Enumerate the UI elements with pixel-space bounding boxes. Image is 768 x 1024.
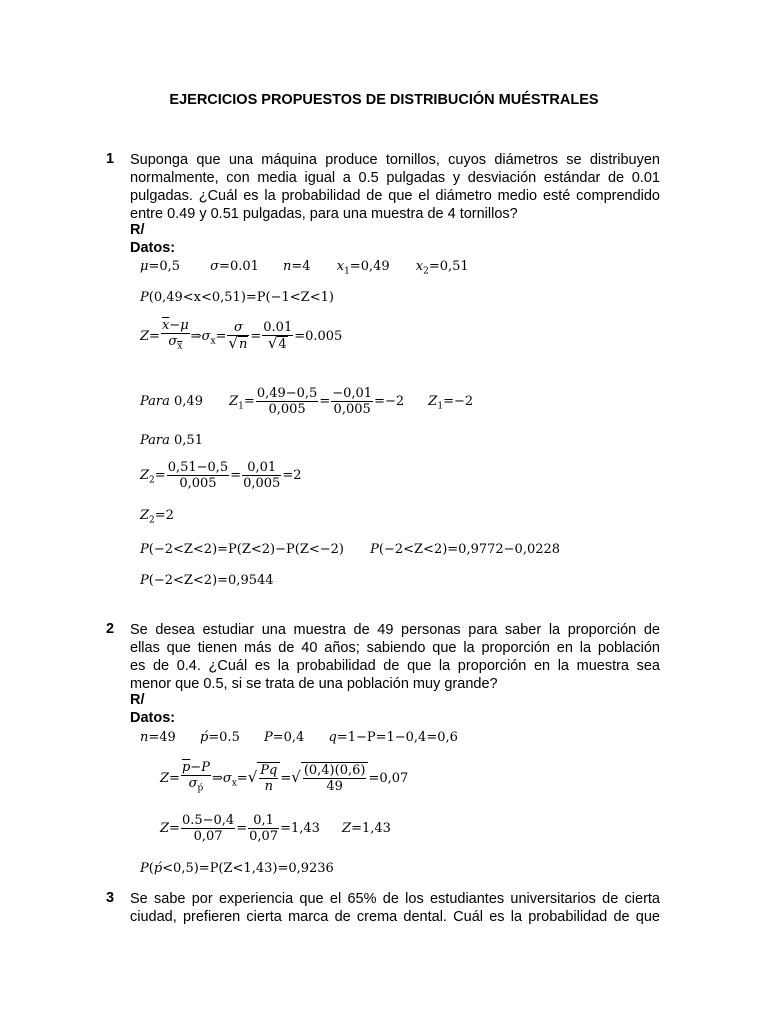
p1-probability-line-2: P(−2<Z<2)=0,9544	[140, 573, 274, 588]
problem-line: entre 0.49 y 0.51 pulgadas, para una muestra de 4 tornillos?	[130, 206, 518, 222]
p1-probability-line-1: P(−2<Z<2)=P(Z<2)−P(Z<−2) P(−2<Z<2)=0,9772−0,0228	[140, 542, 561, 557]
problem-2-number: 2	[106, 621, 115, 637]
p1-z2-result: $Z_2=2$	[140, 508, 174, 526]
p2-data-values: n=49 ṕ=0.5 P=0,4 q=1−P=1−0,4=0,6	[140, 730, 458, 745]
document-title: EJERCICIOS PROPUESTOS DE DISTRIBUCIÓN MUÉSTRALES	[169, 92, 599, 108]
p1-para-051: Para 0,51	[140, 433, 203, 448]
problem-2-statement	[130, 621, 660, 693]
problem-3-statement	[130, 890, 660, 926]
problem-line: es de 0.4. ¿Cuál es la probabilidad de que la proporción en la muestra sea	[130, 658, 660, 674]
p1-z-formula: Z= $\frac{\overline{x}-\mu}{\sigma_{\overline{x}}}$ $\Rightarrow\sigma_x=$ $\frac{\sigma}{√n}$ = $\frac{0.01}{√4}$ =0.005	[140, 318, 343, 353]
problem-line: ellas que tienen más de 40 años; sabiendo que la proporción en la población	[130, 640, 660, 656]
data-label: Datos:	[130, 240, 176, 256]
answer-label: R/	[130, 692, 145, 708]
problem-3-number: 3	[106, 890, 115, 906]
problem-line: normalmente, con media igual a 0.5 pulgadas y desviación estándar de 0.01	[130, 170, 660, 186]
problem-line: Se desea estudiar una muestra de 49 personas para saber la proporción de	[130, 622, 660, 638]
p1-data-values: μ=0,5 σ=0.01 n=4 $x_1=0,49$ $x_2=0,51$	[140, 259, 469, 277]
p1-probability-expression: P(0,49<x<0,51)=P(−1<Z<1)	[140, 290, 334, 305]
problem-line: Suponga que una máquina produce tornillos, cuyos diámetros se distribuyen	[130, 152, 660, 168]
problem-line: menor que 0.5, si se trata de una población muy grande?	[130, 676, 498, 692]
p2-probability: P(ṕ<0,5)=P(Z<1,43)=0,9236	[140, 861, 334, 876]
problem-1-number: 1	[106, 151, 115, 167]
data-label: Datos:	[130, 710, 176, 726]
problem-line: Se sabe por experiencia que el 65% de los estudiantes universitarios de cierta	[130, 891, 660, 907]
problem-line: ciudad, prefieren cierta marca de crema dental. Cuál es la probabilidad de que	[130, 909, 660, 925]
p1-z2-calculation: $Z_2=$ $\frac{0,51-0,5}{0,005}$ = $\frac{0,01}{0,005}$ =2	[140, 460, 302, 491]
p2-z-formula: Z= $\frac{\overline{p}-P}{\sigma_ṕ}$ $\Rightarrow\sigma_x=√$ $\frac{Pq}{n}$ =√ $\frac{(0,4)(0,6)}{49}$ =0,07	[160, 760, 409, 794]
problem-1-statement	[130, 151, 660, 223]
problem-line: pulgadas. ¿Cuál es la probabilidad de que el diámetro medio esté comprendido	[130, 188, 660, 204]
p1-z1-calculation: Para 0,49 $Z_1=$ $\frac{0,49-0,5}{0,005}$ = $\frac{-0,01}{0,005}$ =−2 $Z_1=-2$	[140, 386, 474, 417]
p2-z-calculation: Z= $\frac{0.5-0,4}{0,07}$ = $\frac{0,1}{0,07}$ =1,43 Z=1,43	[160, 813, 391, 844]
answer-label: R/	[130, 222, 145, 238]
